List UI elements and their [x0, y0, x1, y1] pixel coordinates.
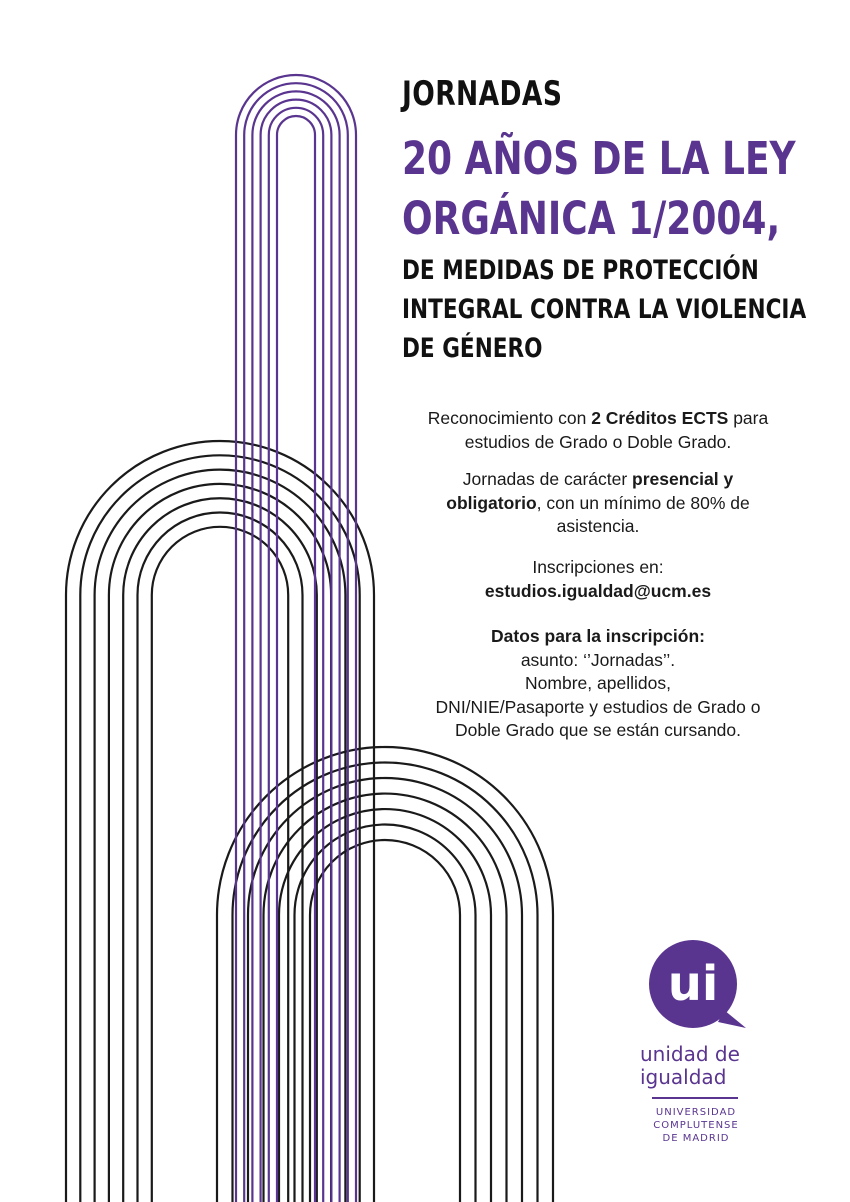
- large-arch-4: [109, 484, 331, 1202]
- university-line-1: UNIVERSIDAD: [655, 1107, 737, 1118]
- small-arch-6: [295, 825, 476, 1202]
- credits-suffix: para: [728, 408, 769, 428]
- credits-info: [400, 407, 796, 454]
- registration-data-info: [400, 625, 796, 743]
- event-kicker: JORNADAS: [402, 74, 563, 114]
- purple-vertical-arches: [236, 75, 356, 1202]
- attendance-prefix: Jornadas de carácter: [462, 469, 633, 489]
- purple-arch-3: [252, 91, 339, 1202]
- small-black-arches: [217, 747, 553, 1202]
- registration-data-line-4: Doble Grado que se están cursando.: [454, 720, 741, 740]
- subtitle-line-3: DE GÉNERO: [402, 333, 543, 364]
- university-line-3: DE MADRID: [662, 1133, 730, 1144]
- ui-speech-bubble-icon: [640, 938, 750, 1032]
- registration-data-title: Datos para la inscripción:: [491, 626, 705, 646]
- attendance-info: [400, 468, 796, 539]
- credits-highlight: 2 Créditos ECTS: [591, 408, 729, 428]
- credits-line-2: estudios de Grado o Doble Grado.: [464, 431, 732, 452]
- attendance-highlight-2: obligatorio: [446, 492, 537, 513]
- registration-data-line-1: asunto: ‘’Jornadas’’.: [520, 649, 676, 670]
- registration-data-line-2: Nombre, apellidos,: [525, 673, 671, 693]
- registration-info: [400, 556, 796, 603]
- logo-name-line-1: unidad de: [640, 1042, 740, 1066]
- logo-name-line-2: igualdad: [640, 1065, 727, 1089]
- registration-email-link[interactable]: estudios.igualdad@ucm.es: [484, 580, 712, 601]
- registration-data-line-3: DNI/NIE/Pasaporte y estudios de Grado o: [435, 696, 761, 717]
- credits-prefix: Reconocimiento con: [427, 408, 592, 428]
- large-arch-1: [66, 441, 374, 1202]
- subtitle-line-2: INTEGRAL CONTRA LA VIOLENCIA: [402, 294, 807, 325]
- large-black-arches: [66, 441, 374, 1202]
- large-arch-3: [95, 470, 346, 1202]
- purple-arch-1: [236, 75, 356, 1202]
- title-line-1: 20 AÑOS DE LA LEY: [402, 132, 796, 185]
- purple-arch-4: [261, 100, 332, 1202]
- logo-divider: [652, 1097, 738, 1099]
- subtitle-line-1: DE MEDIDAS DE PROTECCIÓN: [402, 255, 759, 286]
- registration-label: Inscripciones en:: [532, 557, 664, 577]
- logo-mark-text: ui: [667, 956, 719, 1012]
- small-arch-1: [217, 747, 553, 1202]
- attendance-line-3: asistencia.: [556, 516, 640, 536]
- attendance-suffix: , con un mínimo de 80% de: [536, 492, 750, 513]
- attendance-highlight-1: presencial y: [632, 469, 734, 489]
- small-arch-4: [264, 794, 507, 1202]
- title-line-2: ORGÁNICA 1/2004,: [402, 192, 781, 245]
- university-line-2: COMPLUTENSE: [653, 1120, 739, 1131]
